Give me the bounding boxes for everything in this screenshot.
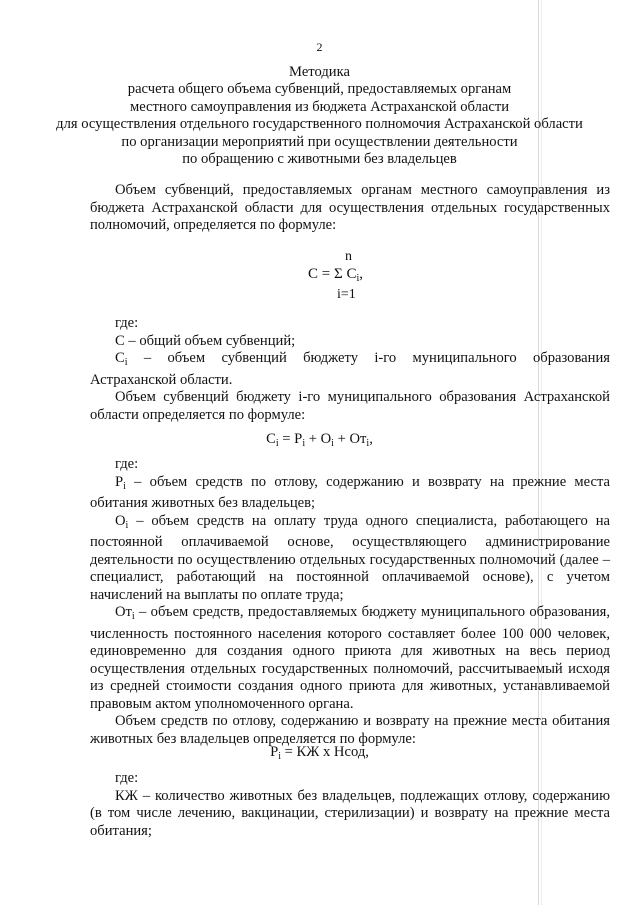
title-line: по обращению с животными без владельцев [182,151,457,168]
where-label: где: [115,770,139,786]
definition-c: С – общий объем субвенций; [115,332,296,349]
definition-oi [90,513,610,605]
formula-tail: , [359,266,363,282]
formula-part: P [270,744,279,760]
formula-subscript: i [366,438,370,449]
paragraph-text: Объем средств по отлову, содержанию и возврату на прежние места обитания животных без владельцев определяется по формуле: [90,713,610,747]
symbol-subscript: i [125,519,129,531]
formula-part: C [266,431,276,447]
formula-sum [308,266,363,284]
symbol: От [115,604,132,620]
definition-text: – объем субвенций бюджету i-го муниципального образования Астраханской области. [90,350,610,388]
symbol-subscript: i [123,480,126,492]
formula-ci [0,430,639,453]
formula-subscript: i [331,438,334,449]
definition-text: – объем средств, предоставляемых бюджету муниципального образования, численность постоянного населения которого составляет более 100 000 человек, единовременно для создания одного приюта для животных на весь период осуществления отдельных государственных полномочий, рассчитываемый исходя из средней стоимости создания одного приюта для животных, устанавливаемой правовым актом уполномоченного органа. [90,604,610,712]
formula-part: , [369,431,373,447]
formula-sum-lower-limit: i=1 [337,287,356,302]
formula-pi [0,743,639,766]
formula-subscript: i [356,273,360,284]
where-label: где: [115,315,139,331]
formula-sum-upper-limit: n [345,249,352,264]
definition-kj: КЖ – количество животных без владельцев, подлежащих отлову, содержанию (в том числе лечению, вакцинации, стерилизации) и возврату на прежние места обитания; [90,787,610,839]
symbol: Р [115,473,124,490]
symbol-subscript: i [131,611,135,622]
definition-text: – объем средств по отлову, содержанию и возврату на прежние места обитания животных без владельцев; [90,473,610,511]
definition-oti [90,604,610,713]
intro-paragraph [90,182,610,235]
formula-part: + Oт [333,431,367,447]
definition-pi [90,474,610,513]
definitions-block-1 [90,315,610,424]
title-line: расчета общего объема субвенций, предоставляемых органам [127,81,512,98]
document-title [0,64,639,168]
title-line: местного самоуправления из бюджета Астраханской области [129,98,510,115]
title-line: по организации мероприятий при осуществлении деятельности [121,133,518,150]
symbol: О [115,512,126,529]
formula-part: + O [305,431,332,447]
definitions-block-3 [90,770,610,840]
paragraph-text: Объем субвенций, предоставляемых органам местного самоуправления из бюджета Астраханской области для осуществления отдельных государственных полномочий, определяется по формуле: [90,182,610,233]
formula-sum-lhs: C = Σ C [308,266,357,282]
page-number: 2 [316,40,323,54]
title-heading: Методика [289,64,350,80]
symbol: С [115,350,125,366]
where-label: где: [115,456,139,472]
symbol-subscript: i [124,357,128,368]
title-line: для осуществления отдельного государственного полномочия Астраханской области [56,116,583,133]
formula-part: = КЖ х Нсод, [281,744,369,760]
paragraph-text: Объем субвенций бюджету i-го муниципального образования Астраханской области определяется по формуле: [90,389,610,423]
formula-subscript: i [275,438,279,449]
formula-part: = P [278,431,303,447]
formula-subscript: i [278,751,281,762]
definitions-block-2 [90,456,610,748]
formula-subscript: i [302,438,306,449]
definition-text: – объем средств на оплату труда одного специалиста, работающего на постоянной оплачиваемой основе, осуществляющего администрирование деятельности по осуществлению отдельных государственных полномочий (далее – специалист, работающий на постоянной оплачиваемой основе), с учетом начислений на выплаты по оплате труда; [90,512,610,603]
definition-ci [90,350,610,389]
